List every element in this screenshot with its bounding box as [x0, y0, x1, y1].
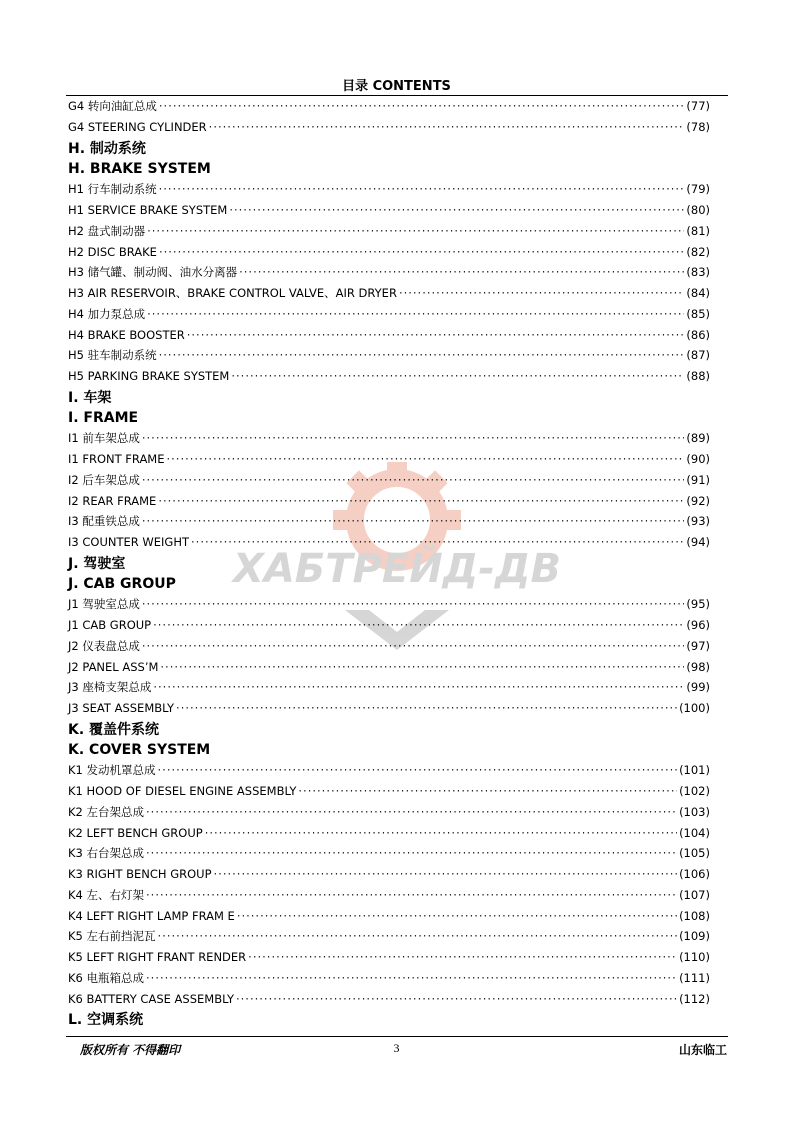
toc-entry-page: (90)	[686, 452, 710, 467]
toc-entry-label: H2 DISC BRAKE	[68, 244, 157, 259]
toc-entry-label: I3 配重铁总成	[68, 514, 140, 529]
dot-leader	[176, 701, 677, 715]
table-of-contents	[68, 96, 710, 1030]
toc-entry-label: I1 FRONT FRAME	[68, 452, 165, 467]
toc-entry-page: (108)	[679, 908, 710, 923]
toc-entry-page: (101)	[679, 763, 710, 778]
dot-leader	[236, 992, 677, 1006]
dot-leader	[205, 826, 677, 840]
toc-entry	[68, 283, 710, 304]
toc-entry-page: (102)	[679, 784, 710, 799]
dot-leader	[229, 203, 684, 217]
toc-entry-page: (92)	[686, 493, 710, 508]
toc-entry	[68, 366, 710, 387]
dot-leader	[158, 494, 684, 508]
toc-entry-page: (91)	[686, 472, 710, 487]
toc-entry-label: K2 左台架总成	[68, 804, 145, 819]
dot-leader	[248, 950, 677, 964]
toc-entry-page: (95)	[686, 597, 710, 612]
dot-leader	[147, 224, 684, 238]
toc-entry-label: J1 CAB GROUP	[68, 618, 152, 633]
toc-entry-label: I3 COUNTER WEIGHT	[68, 535, 190, 550]
toc-entry	[68, 117, 710, 138]
dot-leader	[237, 909, 677, 923]
copyright-notice: 版权所有 不得翻印	[80, 1043, 181, 1057]
toc-entry-page: (93)	[686, 514, 710, 529]
toc-entry-page: (94)	[686, 535, 710, 550]
toc-entry-label: G4 转向油缸总成	[68, 99, 157, 114]
toc-entry	[68, 843, 710, 864]
section-heading: H. BRAKE SYSTEM	[68, 160, 211, 177]
section-heading: H. 制动系统	[68, 140, 146, 157]
toc-entry-label: H4 加力泵总成	[68, 306, 146, 321]
toc-entry	[68, 677, 710, 698]
toc-entry-page: (80)	[686, 203, 710, 218]
toc-entry	[68, 885, 710, 906]
toc-entry-label: K1 HOOD OF DIESEL ENGINE ASSEMBLY	[68, 784, 297, 799]
toc-entry	[68, 656, 710, 677]
toc-entry-page: (107)	[679, 887, 710, 902]
toc-entry	[68, 324, 710, 345]
toc-entry	[68, 698, 710, 719]
page-number: 3	[393, 1041, 400, 1055]
toc-entry	[68, 96, 710, 117]
dot-leader	[159, 182, 685, 196]
toc-entry-page: (89)	[686, 431, 710, 446]
toc-entry-label: J1 驾驶室总成	[68, 597, 140, 612]
toc-entry-page: (104)	[679, 825, 710, 840]
toc-entry-page: (103)	[679, 804, 710, 819]
dot-leader	[146, 971, 677, 985]
section-heading: L. 空调系统	[68, 1012, 144, 1029]
section-heading: I. 车架	[68, 389, 112, 406]
toc-entry	[68, 947, 710, 968]
dot-leader	[142, 639, 685, 653]
dot-leader	[399, 286, 684, 300]
dot-leader	[142, 514, 685, 528]
toc-entry-page: (78)	[686, 120, 710, 135]
toc-entry-label: H5 驻车制动系统	[68, 348, 157, 363]
toc-entry	[68, 615, 710, 636]
dot-leader	[146, 888, 677, 902]
toc-entry-label: G4 STEERING CYLINDER	[68, 120, 207, 135]
toc-entry	[68, 345, 710, 366]
toc-entry-page: (84)	[686, 286, 710, 301]
toc-entry-label: K6 电瓶箱总成	[68, 970, 145, 985]
toc-entry-label: H3 AIR RESERVOIR、BRAKE CONTROL VALVE、AIR DRYER	[68, 286, 397, 301]
toc-entry-label: K5 LEFT RIGHT FRANT RENDER	[68, 950, 247, 965]
toc-entry-page: (111)	[679, 970, 710, 985]
toc-entry-page: (88)	[686, 369, 710, 384]
toc-entry	[68, 532, 710, 553]
toc-entry-label: J3 SEAT ASSEMBLY	[68, 701, 175, 716]
dot-leader	[159, 99, 685, 113]
section-heading: K. 覆盖件系统	[68, 721, 160, 738]
toc-entry	[68, 511, 710, 532]
dot-leader	[159, 245, 684, 259]
toc-entry-page: (79)	[686, 182, 710, 197]
toc-entry-page: (98)	[686, 659, 710, 674]
toc-entry-label: H4 BRAKE BOOSTER	[68, 327, 185, 342]
toc-entry-label: J3 座椅支架总成	[68, 680, 152, 695]
toc-entry	[68, 822, 710, 843]
toc-entry	[68, 241, 710, 262]
toc-entry-label: H2 盘式制动器	[68, 223, 146, 238]
toc-entry-label: K6 BATTERY CASE ASSEMBLY	[68, 991, 234, 1006]
toc-entry-label: J2 PANEL ASS’M	[68, 659, 159, 674]
dot-leader	[142, 597, 685, 611]
toc-entry	[68, 594, 710, 615]
dot-leader	[160, 660, 684, 674]
dot-leader	[239, 265, 684, 279]
dot-leader	[191, 535, 684, 549]
dot-leader	[159, 348, 685, 362]
toc-entry	[68, 905, 710, 926]
toc-entry-page: (110)	[679, 950, 710, 965]
dot-leader	[146, 805, 677, 819]
toc-entry-page: (99)	[686, 680, 710, 695]
dot-leader	[147, 307, 684, 321]
toc-entry-label: K3 RIGHT BENCH GROUP	[68, 867, 212, 882]
toc-entry-label: K1 发动机罩总成	[68, 763, 156, 778]
toc-entry-page: (112)	[679, 991, 710, 1006]
toc-entry-label: K5 左右前挡泥瓦	[68, 929, 156, 944]
toc-entry-label: J2 仪表盘总成	[68, 638, 140, 653]
toc-entry	[68, 470, 710, 491]
toc-entry-label: H1 SERVICE BRAKE SYSTEM	[68, 203, 228, 218]
toc-entry-page: (96)	[686, 618, 710, 633]
section-heading: J. 驾驶室	[68, 555, 126, 572]
toc-entry-label: K4 左、右灯架	[68, 887, 145, 902]
watermark-text: ХАБТРЕЙД-ДВ	[232, 546, 562, 592]
toc-entry-page: (85)	[686, 306, 710, 321]
section-heading: I. FRAME	[68, 409, 139, 426]
toc-entry	[68, 262, 710, 283]
toc-entry-page: (77)	[686, 99, 710, 114]
toc-entry-label: K4 LEFT RIGHT LAMP FRAM E	[68, 908, 235, 923]
dot-leader	[146, 846, 677, 860]
dot-leader	[187, 328, 685, 342]
toc-entry-label: H1 行车制动系统	[68, 182, 157, 197]
dot-leader	[158, 929, 678, 943]
toc-entry	[68, 221, 710, 242]
toc-entry-label: I1 前车架总成	[68, 431, 140, 446]
toc-entry	[68, 926, 710, 947]
page-header-title: 目录 CONTENTS	[342, 79, 451, 94]
footer-rule	[66, 1036, 728, 1037]
toc-entry	[68, 428, 710, 449]
company-name: 山东临工	[678, 1043, 727, 1057]
toc-entry	[68, 179, 710, 200]
toc-entry-page: (106)	[679, 867, 710, 882]
dot-leader	[214, 867, 678, 881]
dot-leader	[167, 452, 685, 466]
dot-leader	[142, 473, 685, 487]
toc-entry-page: (83)	[686, 265, 710, 280]
toc-entry-label: H5 PARKING BRAKE SYSTEM	[68, 369, 230, 384]
toc-entry	[68, 304, 710, 325]
dot-leader	[153, 618, 684, 632]
toc-entry-label: I2 REAR FRAME	[68, 493, 157, 508]
toc-entry	[68, 781, 710, 802]
toc-entry-page: (109)	[679, 929, 710, 944]
toc-entry	[68, 988, 710, 1009]
section-heading: J. CAB GROUP	[68, 575, 176, 592]
toc-entry-page: (105)	[679, 846, 710, 861]
dot-leader	[298, 784, 677, 798]
dot-leader	[209, 120, 685, 134]
toc-entry-page: (100)	[679, 701, 710, 716]
dot-leader	[158, 763, 678, 777]
toc-entry-page: (87)	[686, 348, 710, 363]
dot-leader	[231, 369, 684, 383]
toc-entry-page: (81)	[686, 223, 710, 238]
toc-entry-label: H3 储气罐、制动阀、油水分离器	[68, 265, 238, 280]
toc-entry	[68, 802, 710, 823]
toc-entry	[68, 490, 710, 511]
toc-entry	[68, 449, 710, 470]
toc-entry	[68, 760, 710, 781]
toc-entry-page: (97)	[686, 638, 710, 653]
dot-leader	[142, 431, 685, 445]
toc-entry-page: (82)	[686, 244, 710, 259]
toc-entry	[68, 636, 710, 657]
dot-leader	[153, 680, 684, 694]
toc-entry-page: (86)	[686, 327, 710, 342]
toc-entry	[68, 200, 710, 221]
toc-entry-label: K3 右台架总成	[68, 846, 145, 861]
toc-entry-label: K2 LEFT BENCH GROUP	[68, 825, 203, 840]
toc-entry	[68, 968, 710, 989]
section-heading: K. COVER SYSTEM	[68, 741, 211, 758]
toc-entry-label: I2 后车架总成	[68, 472, 140, 487]
toc-entry	[68, 864, 710, 885]
